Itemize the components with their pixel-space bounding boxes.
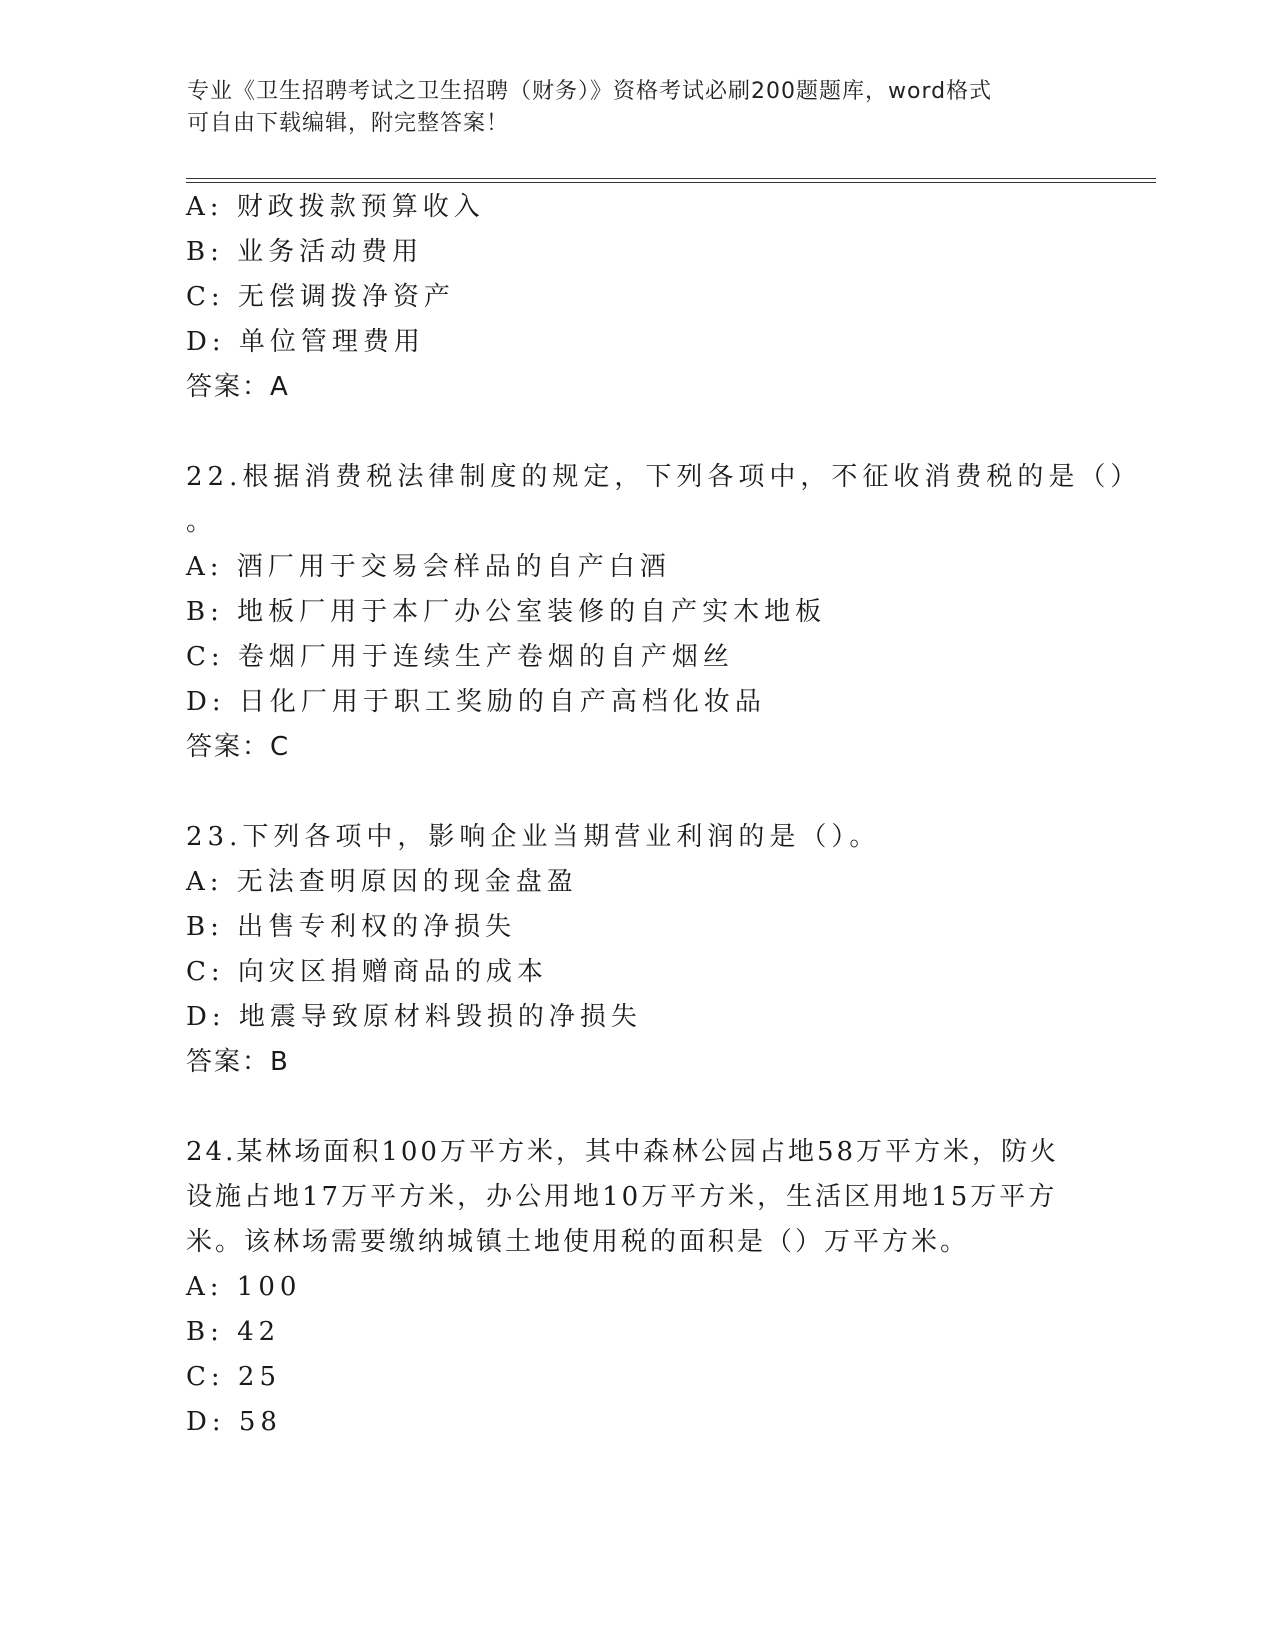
- q21-option-a: A: 财政拨款预算收入: [186, 192, 485, 222]
- q24-stem-line-2: 设施占地17万平方米，办公用地10万平方米，生活区用地15万平方: [186, 1182, 1058, 1212]
- q23-option-a: A: 无法查明原因的现金盘盈: [186, 867, 578, 897]
- q21-answer: 答案：A: [186, 372, 290, 402]
- q22-option-a: A: 酒厂用于交易会样品的自产白酒: [186, 552, 671, 582]
- q22-answer: 答案：C: [186, 732, 291, 762]
- q24-stem-line-1: 24.某林场面积100万平方米，其中森林公园占地58万平方米，防火: [186, 1137, 1060, 1167]
- q23-option-b: B: 出售专利权的净损失: [186, 912, 517, 942]
- header-line-1: 专业《卫生招聘考试之卫生招聘（财务）》资格考试必刷200题题库，word格式: [187, 79, 993, 104]
- q23-answer: 答案：B: [186, 1047, 290, 1077]
- q23-option-c: C: 向灾区捐赠商品的成本: [186, 957, 548, 987]
- q24-option-d: D: 58: [186, 1407, 282, 1437]
- q23-option-d: D: 地震导致原材料毁损的净损失: [186, 1002, 642, 1032]
- q23-stem-line-1: 23.下列各项中，影响企业当期营业利润的是（）。: [186, 822, 881, 852]
- document-header: [187, 76, 1077, 140]
- q22-stem-line-1: 22.根据消费税法律制度的规定，下列各项中，不征收消费税的是（）: [186, 462, 1142, 492]
- header-line-2: 可自由下载编辑，附完整答案！: [187, 111, 510, 136]
- q22-option-c: C: 卷烟厂用于连续生产卷烟的自产烟丝: [186, 642, 734, 672]
- q21-option-c: C: 无偿调拨净资产: [186, 282, 455, 312]
- q21-option-d: D: 单位管理费用: [186, 327, 425, 357]
- q24-option-b: B: 42: [186, 1317, 281, 1347]
- header-rule-top: [186, 178, 1156, 179]
- q24-stem-line-3: 米。该林场需要缴纳城镇土地使用税的面积是（）万平方米。: [186, 1227, 970, 1257]
- q22-option-d: D: 日化厂用于职工奖励的自产高档化妆品: [186, 687, 766, 717]
- q24-option-a: A: 100: [186, 1272, 302, 1302]
- q22-stem-line-2: 。: [186, 507, 218, 537]
- q22-option-b: B: 地板厂用于本厂办公室装修的自产实木地板: [186, 597, 827, 627]
- q24-option-c: C: 25: [186, 1362, 282, 1392]
- header-rule-bottom: [186, 182, 1156, 183]
- q21-option-b: B: 业务活动费用: [186, 237, 424, 267]
